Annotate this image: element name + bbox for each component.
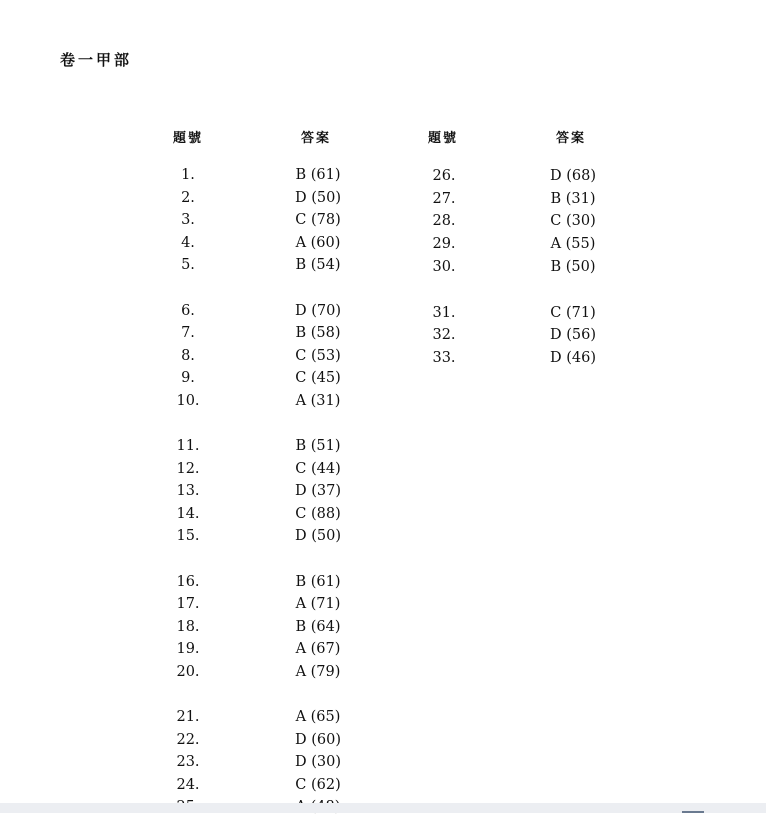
question-number: 4. <box>181 234 195 251</box>
answer-row <box>0 525 766 547</box>
question-number: 17. <box>176 596 200 612</box>
answer-row <box>0 571 766 593</box>
question-number: 31. <box>432 304 456 321</box>
answer-value: B (31) <box>550 190 596 207</box>
answer-value: D (56) <box>550 327 596 344</box>
page-title: 卷一甲部 <box>60 51 133 69</box>
question-number: 5. <box>181 257 195 273</box>
answer-row <box>0 302 766 324</box>
answer-value: D (46) <box>550 349 596 366</box>
answer-row <box>0 435 766 457</box>
answer-value: B (58) <box>295 325 341 341</box>
question-number: 1. <box>181 167 195 183</box>
answer-value: A (79) <box>295 663 341 680</box>
question-number: 18. <box>176 618 200 635</box>
answer-value: A (67) <box>295 641 341 657</box>
answer-value: D (68) <box>550 168 596 184</box>
header-question-right: 題號 <box>427 131 459 146</box>
question-number: 16. <box>176 573 200 590</box>
question-number: 20. <box>176 663 200 680</box>
answer-value: B (61) <box>295 573 341 590</box>
question-number: 14. <box>176 505 200 522</box>
question-number: 13. <box>176 483 200 499</box>
answer-value: D (60) <box>295 731 341 748</box>
question-number: 3. <box>181 212 195 228</box>
answer-value: C (88) <box>295 505 341 522</box>
answer-value: D (50) <box>295 528 341 544</box>
answer-value: D (70) <box>295 302 341 319</box>
answer-value: B (54) <box>295 257 341 273</box>
question-number: 24. <box>176 776 200 793</box>
question-number: 29. <box>432 236 456 253</box>
question-number: 19. <box>176 641 200 657</box>
horizontal-scrollbar[interactable] <box>0 803 766 813</box>
header-question-left: 題號 <box>172 131 204 146</box>
answer-row <box>0 661 766 683</box>
answer-value: D (37) <box>295 483 341 499</box>
answer-row <box>0 751 766 773</box>
answer-value: A (71) <box>295 596 341 612</box>
answer-row <box>0 210 766 232</box>
answer-value: C (30) <box>550 213 596 230</box>
answer-row <box>0 233 766 255</box>
question-number: 6. <box>181 302 195 319</box>
question-number: 33. <box>432 349 456 366</box>
header-answer-left: 答案 <box>300 131 332 146</box>
answer-value: B (50) <box>550 258 596 275</box>
answer-row <box>0 616 766 638</box>
question-number: 22. <box>176 731 200 748</box>
answer-value: B (61) <box>295 167 341 183</box>
answer-value: C (78) <box>295 212 341 228</box>
answer-row <box>0 367 766 389</box>
question-number: 11. <box>176 438 200 454</box>
answer-value: D (30) <box>295 754 341 770</box>
question-number: 7. <box>181 325 195 341</box>
question-number: 30. <box>432 258 456 275</box>
question-number: 15. <box>176 528 200 544</box>
answer-value: D (50) <box>295 189 341 206</box>
answer-row <box>0 165 766 187</box>
answer-value: C (71) <box>550 304 596 321</box>
answer-row <box>0 706 766 728</box>
answer-row <box>0 638 766 660</box>
answer-value: B (64) <box>295 618 341 635</box>
answer-value: A (65) <box>295 709 341 725</box>
answer-row <box>0 347 766 369</box>
question-number: 21. <box>176 709 200 725</box>
answer-row <box>0 480 766 502</box>
answer-value: C (62) <box>295 776 341 793</box>
answer-row <box>0 458 766 480</box>
question-number: 8. <box>181 347 195 364</box>
question-number: 27. <box>432 190 456 207</box>
question-number: 9. <box>181 370 195 386</box>
question-number: 12. <box>176 460 200 477</box>
answer-row <box>0 390 766 412</box>
question-number: 10. <box>176 392 200 409</box>
question-number: 2. <box>181 189 195 206</box>
answer-value: C (45) <box>295 370 341 386</box>
answer-row <box>0 188 766 210</box>
question-number: 28. <box>432 213 456 230</box>
header-answer-right: 答案 <box>555 131 587 146</box>
answer-row <box>0 593 766 615</box>
answer-row <box>0 729 766 751</box>
question-number: 26. <box>432 168 456 184</box>
answer-value: B (51) <box>295 438 341 454</box>
answer-value: A (60) <box>295 234 341 251</box>
answer-value: A (55) <box>550 236 596 253</box>
answer-value: A (31) <box>295 392 341 409</box>
answer-value: C (44) <box>295 460 341 477</box>
answer-value: C (53) <box>295 347 341 364</box>
answer-row <box>0 256 766 278</box>
answer-row <box>0 774 766 796</box>
question-number: 23. <box>176 754 200 770</box>
question-number: 32. <box>432 327 456 344</box>
answer-row <box>0 503 766 525</box>
answer-row <box>0 324 766 346</box>
